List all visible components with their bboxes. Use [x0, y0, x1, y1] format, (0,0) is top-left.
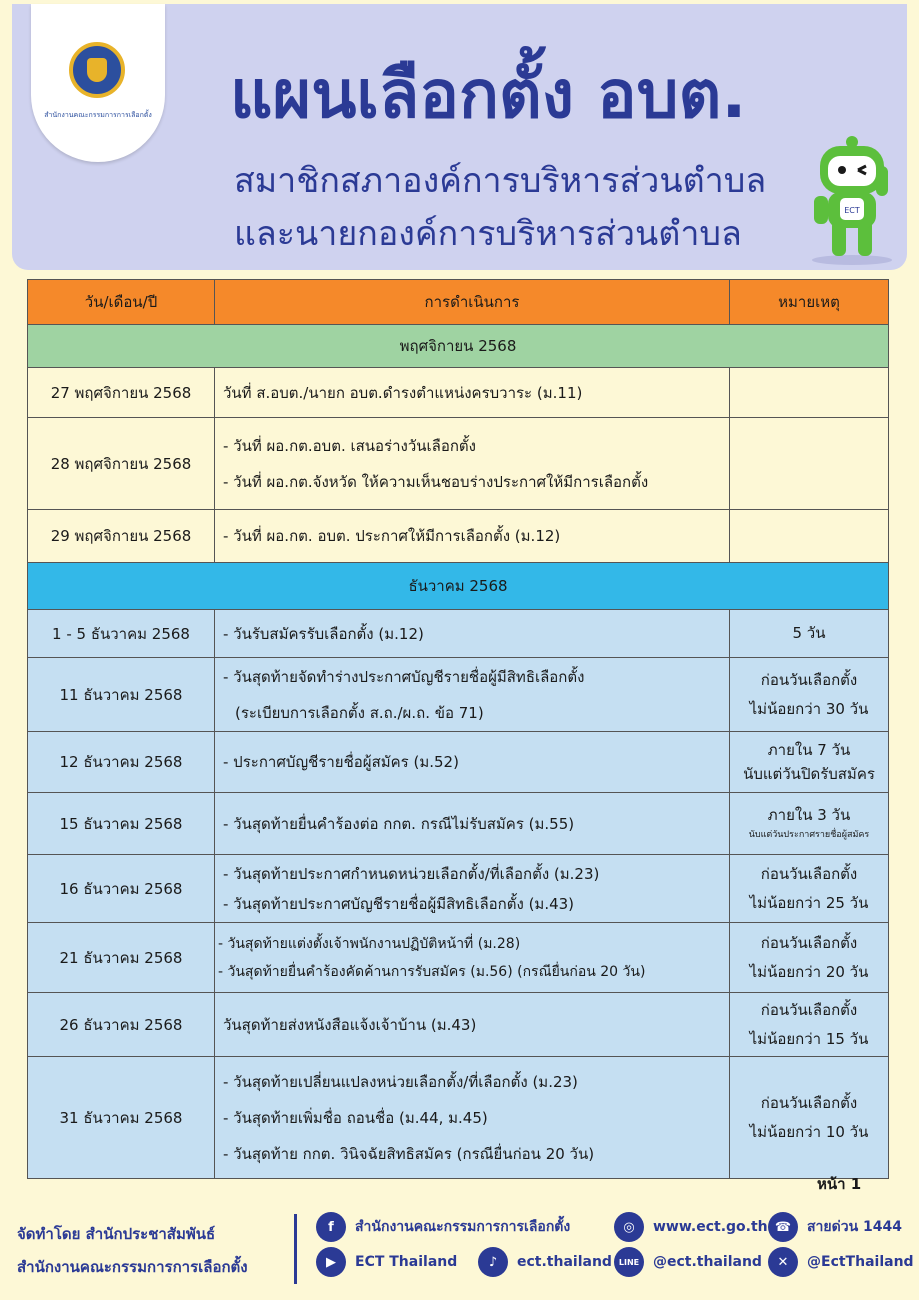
note-line: ภายใน 3 วัน — [767, 805, 851, 824]
globe-icon: ◎ — [614, 1212, 644, 1242]
note-line: ไม่น้อยกว่า 20 วัน — [749, 962, 869, 981]
note-line: ก่อนวันเลือกตั้ง — [760, 1001, 858, 1019]
subtitle-line2: และนายกองค์การบริหารส่วนตำบล — [234, 214, 742, 254]
table-row — [28, 793, 889, 855]
website-link[interactable] — [614, 1212, 768, 1242]
x-icon: ✕ — [768, 1247, 798, 1277]
table-row — [28, 510, 889, 563]
note-line: นับแต่วันปิดรับสมัคร — [743, 765, 875, 783]
action-item: - วันรับสมัครรับเลือกตั้ง (ม.12) — [223, 624, 424, 643]
row-action — [215, 610, 730, 658]
emblem-icon — [69, 42, 125, 98]
header-date: วัน/เดือน/ปี — [28, 280, 215, 325]
row-note — [730, 732, 889, 793]
note-line: ก่อนวันเลือกตั้ง — [760, 934, 858, 952]
table-row — [28, 610, 889, 658]
action-item: - วันสุดท้ายจัดทำร่างประกาศบัญชีรายชื่อผู้มีสิทธิเลือกตั้ง — [223, 667, 585, 686]
action-item: - วันสุดท้ายประกาศบัญชีรายชื่อผู้มีสิทธิเลือกตั้ง (ม.43) — [223, 894, 575, 913]
action-item: วันที่ ส.อบต./นายก อบต.ดำรงตำแหน่งครบวาระ (ม.11) — [223, 383, 583, 402]
action-item: - วันที่ ผอ.กต. อบต. ประกาศให้มีการเลือกตั้ง (ม.12) — [223, 527, 561, 545]
row-date: 1 - 5 ธันวาคม 2568 — [28, 610, 215, 658]
row-note — [730, 923, 889, 993]
tiktok-link[interactable] — [478, 1247, 612, 1277]
note-line: ภายใน 7 วัน — [767, 741, 851, 759]
row-date: 15 ธันวาคม 2568 — [28, 793, 215, 855]
hotline-link[interactable] — [768, 1212, 902, 1242]
row-date: 21 ธันวาคม 2568 — [28, 923, 215, 993]
action-item: - วันที่ ผอ.กต.จังหวัด ให้ความเห็นชอบร่างประกาศให้มีการเลือกตั้ง — [223, 472, 649, 491]
action-item: - วันสุดท้ายเปลี่ยนแปลงหน่วยเลือกตั้ง/ที่เลือกตั้ง (ม.23) — [223, 1072, 578, 1091]
action-item: - ประกาศบัญชีรายชื่อผู้สมัคร (ม.52) — [223, 753, 459, 771]
footer-line2: สำนักงานคณะกรรมการการเลือกตั้ง — [17, 1258, 248, 1276]
row-action — [215, 793, 730, 855]
footer-line1: จัดทำโดย สำนักประชาสัมพันธ์ — [17, 1225, 216, 1243]
row-action — [215, 418, 730, 510]
row-action — [215, 732, 730, 793]
note-line: 5 วัน — [792, 624, 826, 643]
note-line-small: นับแต่วันประกาศรายชื่อผู้สมัคร — [748, 829, 870, 840]
row-note — [730, 855, 889, 923]
row-date: 28 พฤศจิกายน 2568 — [28, 418, 215, 510]
note-line: ก่อนวันเลือกตั้ง — [760, 1094, 858, 1112]
note-line: ไม่น้อยกว่า 10 วัน — [749, 1122, 869, 1141]
header-note: หมายเหตุ — [730, 280, 889, 325]
footer-divider — [294, 1214, 297, 1284]
page-number: หน้า 1 — [817, 1175, 862, 1193]
table-row — [28, 732, 889, 793]
note-line: ไม่น้อยกว่า 15 วัน — [749, 1029, 869, 1048]
month-row-dec — [28, 563, 889, 610]
table-row — [28, 658, 889, 732]
line-label: @ect.thailand — [653, 1254, 762, 1270]
row-action — [215, 510, 730, 563]
row-date: 12 ธันวาคม 2568 — [28, 732, 215, 793]
month-label: ธันวาคม 2568 — [28, 563, 889, 610]
action-item: - วันสุดท้ายเพิ่มชื่อ ถอนชื่อ (ม.44, ม.45) — [223, 1108, 488, 1127]
line-link[interactable] — [614, 1247, 762, 1277]
table-row — [28, 855, 889, 923]
row-action — [215, 368, 730, 418]
footer-credit — [17, 1218, 248, 1284]
row-note — [730, 510, 889, 563]
facebook-link[interactable] — [316, 1212, 570, 1242]
header-action: การดำเนินการ — [215, 280, 730, 325]
facebook-icon: f — [316, 1212, 346, 1242]
row-note — [730, 658, 889, 732]
phone-icon: ☎ — [768, 1212, 798, 1242]
table-row — [28, 368, 889, 418]
row-note — [730, 993, 889, 1057]
x-link[interactable] — [768, 1247, 914, 1277]
row-note — [730, 1057, 889, 1179]
line-icon: LINE — [614, 1247, 644, 1277]
election-schedule-table — [27, 279, 889, 1179]
note-line: ไม่น้อยกว่า 25 วัน — [749, 893, 869, 912]
row-action — [215, 923, 730, 993]
ect-mascot-icon — [806, 136, 898, 266]
youtube-label: ECT Thailand — [355, 1254, 458, 1270]
youtube-icon: ▶ — [316, 1247, 346, 1277]
row-action — [215, 855, 730, 923]
facebook-label: สำนักงานคณะกรรมการการเลือกตั้ง — [355, 1219, 571, 1235]
action-item: (ระเบียบการเลือกตั้ง ส.ถ./ผ.ถ. ข้อ 71) — [235, 703, 484, 722]
action-item: - วันที่ ผอ.กต.อบต. เสนอร่างวันเลือกตั้ง — [223, 436, 476, 455]
row-action — [215, 1057, 730, 1179]
action-item: - วันสุดท้ายยื่นคำร้องคัดค้านการรับสมัคร (ม.56) (กรณียื่นก่อน 20 วัน) — [218, 963, 646, 980]
row-action — [215, 993, 730, 1057]
action-item: วันสุดท้ายส่งหนังสือแจ้งเจ้าบ้าน (ม.43) — [223, 1015, 477, 1034]
hotline-label: สายด่วน 1444 — [807, 1219, 902, 1235]
note-line: ก่อนวันเลือกตั้ง — [760, 671, 858, 689]
table-row — [28, 1057, 889, 1179]
website-label: www.ect.go.th — [653, 1219, 768, 1235]
row-date: 26 ธันวาคม 2568 — [28, 993, 215, 1057]
row-note — [730, 418, 889, 510]
mascot-badge: ECT — [844, 206, 860, 215]
note-line: ก่อนวันเลือกตั้ง — [760, 865, 858, 883]
x-label: @EctThailand — [807, 1254, 914, 1270]
table-row — [28, 923, 889, 993]
row-note — [730, 368, 889, 418]
row-date: 29 พฤศจิกายน 2568 — [28, 510, 215, 563]
action-item: - วันสุดท้ายแต่งตั้งเจ้าพนักงานปฏิบัติหน้าที่ (ม.28) — [218, 935, 521, 952]
youtube-link[interactable] — [316, 1247, 457, 1277]
table-row — [28, 418, 889, 510]
ect-logo — [31, 4, 165, 162]
tiktok-icon: ♪ — [478, 1247, 508, 1277]
action-item: - วันสุดท้ายยื่นคำร้องต่อ กกต. กรณีไม่รับสมัคร (ม.55) — [223, 814, 575, 833]
row-date: 31 ธันวาคม 2568 — [28, 1057, 215, 1179]
tiktok-label: ect.thailand — [517, 1254, 612, 1270]
table-header-row — [28, 280, 889, 325]
row-date: 11 ธันวาคม 2568 — [28, 658, 215, 732]
row-note — [730, 793, 889, 855]
month-label: พฤศจิกายน 2568 — [28, 325, 889, 368]
table-row — [28, 993, 889, 1057]
header-banner — [12, 4, 907, 270]
logo-text: สำนักงานคณะกรรมการการเลือกตั้ง — [44, 111, 152, 119]
action-item: - วันสุดท้าย กกต. วินิจฉัยสิทธิสมัคร (กรณียื่นก่อน 20 วัน) — [223, 1144, 595, 1163]
month-row-nov — [28, 325, 889, 368]
action-item: - วันสุดท้ายประกาศกำหนดหน่วยเลือกตั้ง/ที่เลือกตั้ง (ม.23) — [223, 864, 600, 883]
row-date: 27 พฤศจิกายน 2568 — [28, 368, 215, 418]
page-title: แผนเลือกตั้ง อบต. — [230, 56, 747, 133]
row-date: 16 ธันวาคม 2568 — [28, 855, 215, 923]
subtitle-line1: สมาชิกสภาองค์การบริหารส่วนตำบล — [234, 161, 767, 201]
row-action — [215, 658, 730, 732]
note-line: ไม่น้อยกว่า 30 วัน — [749, 699, 869, 718]
row-note — [730, 610, 889, 658]
